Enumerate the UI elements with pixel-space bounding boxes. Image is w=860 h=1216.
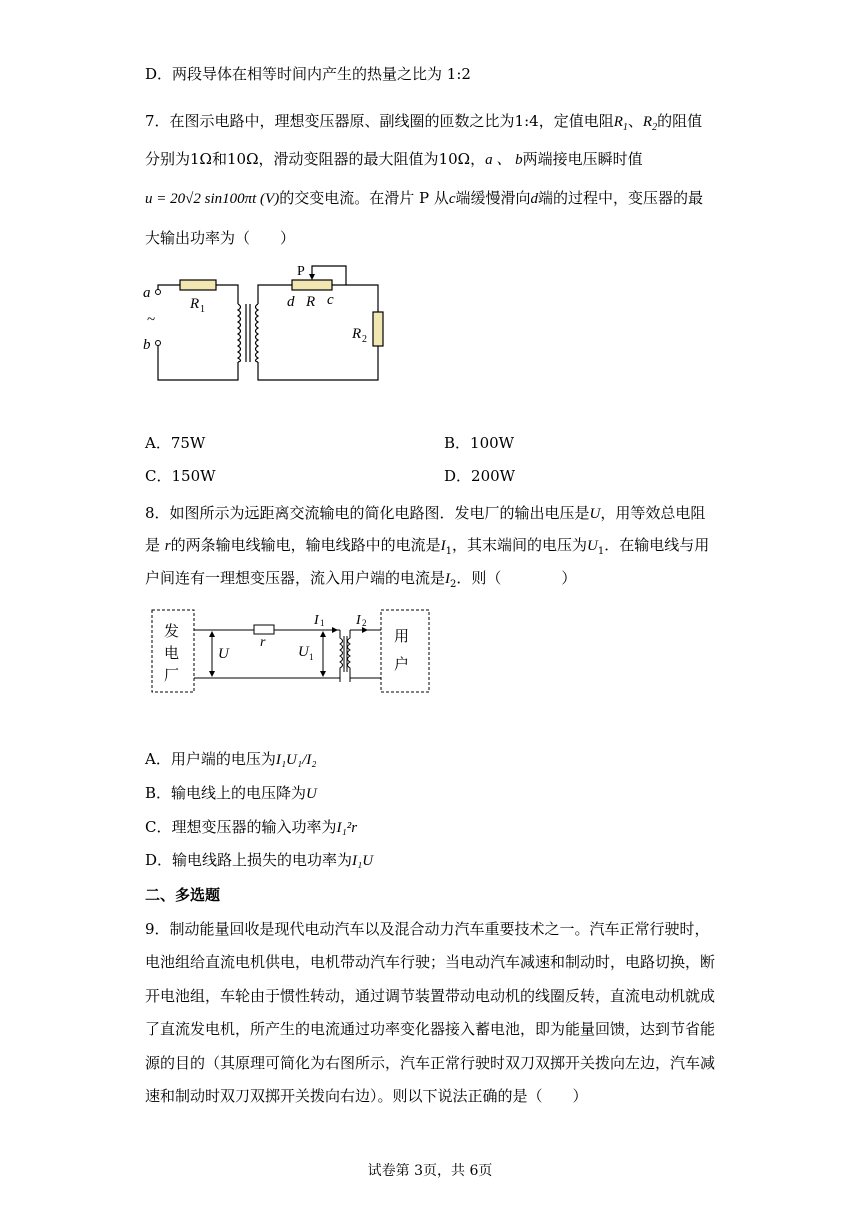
q7-fig-r2-sub: 2 bbox=[362, 334, 367, 345]
q7-option-a: A．75W bbox=[145, 434, 206, 452]
q9-line-1: 9．制动能量回收是现代电动汽车以及混合动力汽车重要技术之一。汽车正常行驶时， bbox=[145, 920, 710, 938]
q7-resistor-r1 bbox=[180, 280, 216, 290]
q8-fig-plant-3: 厂 bbox=[164, 666, 180, 684]
q8-option-c: C．理想变压器的输入功率为I₁²r bbox=[145, 818, 358, 836]
q9-line-4: 了直流发电机，所产生的电流通过功率变化器接入蓄电池，即为能量回馈，达到节省能 bbox=[145, 1020, 716, 1038]
q7-rheostat-r bbox=[292, 280, 332, 290]
q7-fig-r2: R bbox=[352, 326, 362, 342]
q8-fig-r: r bbox=[260, 635, 266, 650]
q8-option-b: B．输电线上的电压降为U bbox=[145, 784, 317, 802]
q7-circuit-diagram bbox=[140, 262, 400, 387]
q7-fig-a: a bbox=[143, 285, 151, 301]
q8-line-1: 8．如图所示为远距离交流输电的简化电路图．发电厂的输出电压是U，用等效总电阻 bbox=[145, 504, 706, 522]
q8-line-3: 户间连有一理想变压器，流入用户端的电流是$I_2$．则（ ） bbox=[145, 569, 577, 590]
q8-fig-u: U bbox=[218, 646, 229, 662]
q8-fig-i2-sub: 2 bbox=[362, 618, 367, 628]
q8-fig-i1-sub: 1 bbox=[320, 618, 325, 628]
q8-fig-plant-2: 电 bbox=[164, 644, 180, 662]
q8-fig-i1: I bbox=[314, 613, 319, 628]
q9-line-2: 电池组给直流电机供电，电机带动汽车行驶；当电动汽车减速和制动时，电路切换，断 bbox=[145, 953, 716, 971]
q7-fig-d: d bbox=[287, 294, 295, 310]
q7-option-c: C．150W bbox=[145, 467, 216, 485]
q7-fig-c: c bbox=[327, 292, 334, 308]
q7-option-d: D．200W bbox=[444, 467, 516, 485]
q8-resistor-r bbox=[254, 625, 274, 634]
q7-line-1: 7．在图示电路中，理想变压器原、副线圈的匝数之比为1:4，定值电阻$R_1$、$R_2$的阻值 bbox=[145, 112, 703, 133]
page-footer: 试卷第 3页，共 6页 bbox=[367, 1163, 493, 1179]
q7-line-2: 分别为1Ω和10Ω，滑动变阻器的最大阻值为10Ω，a 、 b两端接电压瞬时值 bbox=[145, 150, 643, 168]
q8-fig-user-1: 用 bbox=[394, 627, 410, 645]
q6-option-d: D．两段导体在相等时间内产生的热量之比为 1:2 bbox=[145, 65, 471, 83]
q7-fig-b: b bbox=[143, 337, 151, 353]
q8-option-a: A．用户端的电压为I₁U₁/I₂ bbox=[145, 750, 317, 768]
q7-fig-r: R bbox=[306, 294, 316, 310]
q7-line-3: u = 20√2 sin100πt (V)的交变电流。在滑片 P 从c端缓慢滑向d端的过程中，变压器的最 bbox=[145, 189, 704, 207]
q7-resistor-r2 bbox=[373, 312, 383, 346]
q8-fig-user-2: 户 bbox=[394, 655, 410, 673]
q7-fig-tilde: ~ bbox=[147, 312, 156, 328]
q8-fig-u1-sub: 1 bbox=[309, 652, 314, 662]
q7-fig-r1-sub: 1 bbox=[200, 304, 205, 315]
q9-line-3: 开电池组，车轮由于惯性转动，通过调节装置带动电动机的线圈反转，直流电动机就成 bbox=[145, 987, 716, 1005]
q9-line-6: 速和制动时双刀双掷开关拨向右边）。则以下说法正确的是（ ） bbox=[145, 1087, 588, 1105]
q8-line-2: 是 r的两条输电线输电，输电线路中的电流是$I_1$，其末端间的电压为$U_1$．在输电线与用 bbox=[145, 536, 710, 557]
q7-option-b: B．100W bbox=[444, 434, 515, 452]
q8-transmission-diagram bbox=[148, 606, 434, 694]
section-heading-multiple-choice: 二、多选题 bbox=[145, 886, 221, 904]
q8-fig-i2: I bbox=[356, 613, 361, 628]
q7-fig-r1: R bbox=[190, 296, 200, 312]
q7-fig-p: P bbox=[297, 264, 305, 279]
q9-line-5: 源的目的（其原理可简化为右图所示，汽车正常行驶时双刀双掷开关拨向左边，汽车减 bbox=[145, 1054, 716, 1072]
q8-fig-plant-1: 发 bbox=[164, 622, 180, 640]
q8-option-d: D．输电线路上损失的电功率为I₁U bbox=[145, 851, 374, 869]
q8-fig-u1: U bbox=[298, 644, 309, 660]
q7-line-4: 大输出功率为（ ） bbox=[145, 229, 296, 247]
